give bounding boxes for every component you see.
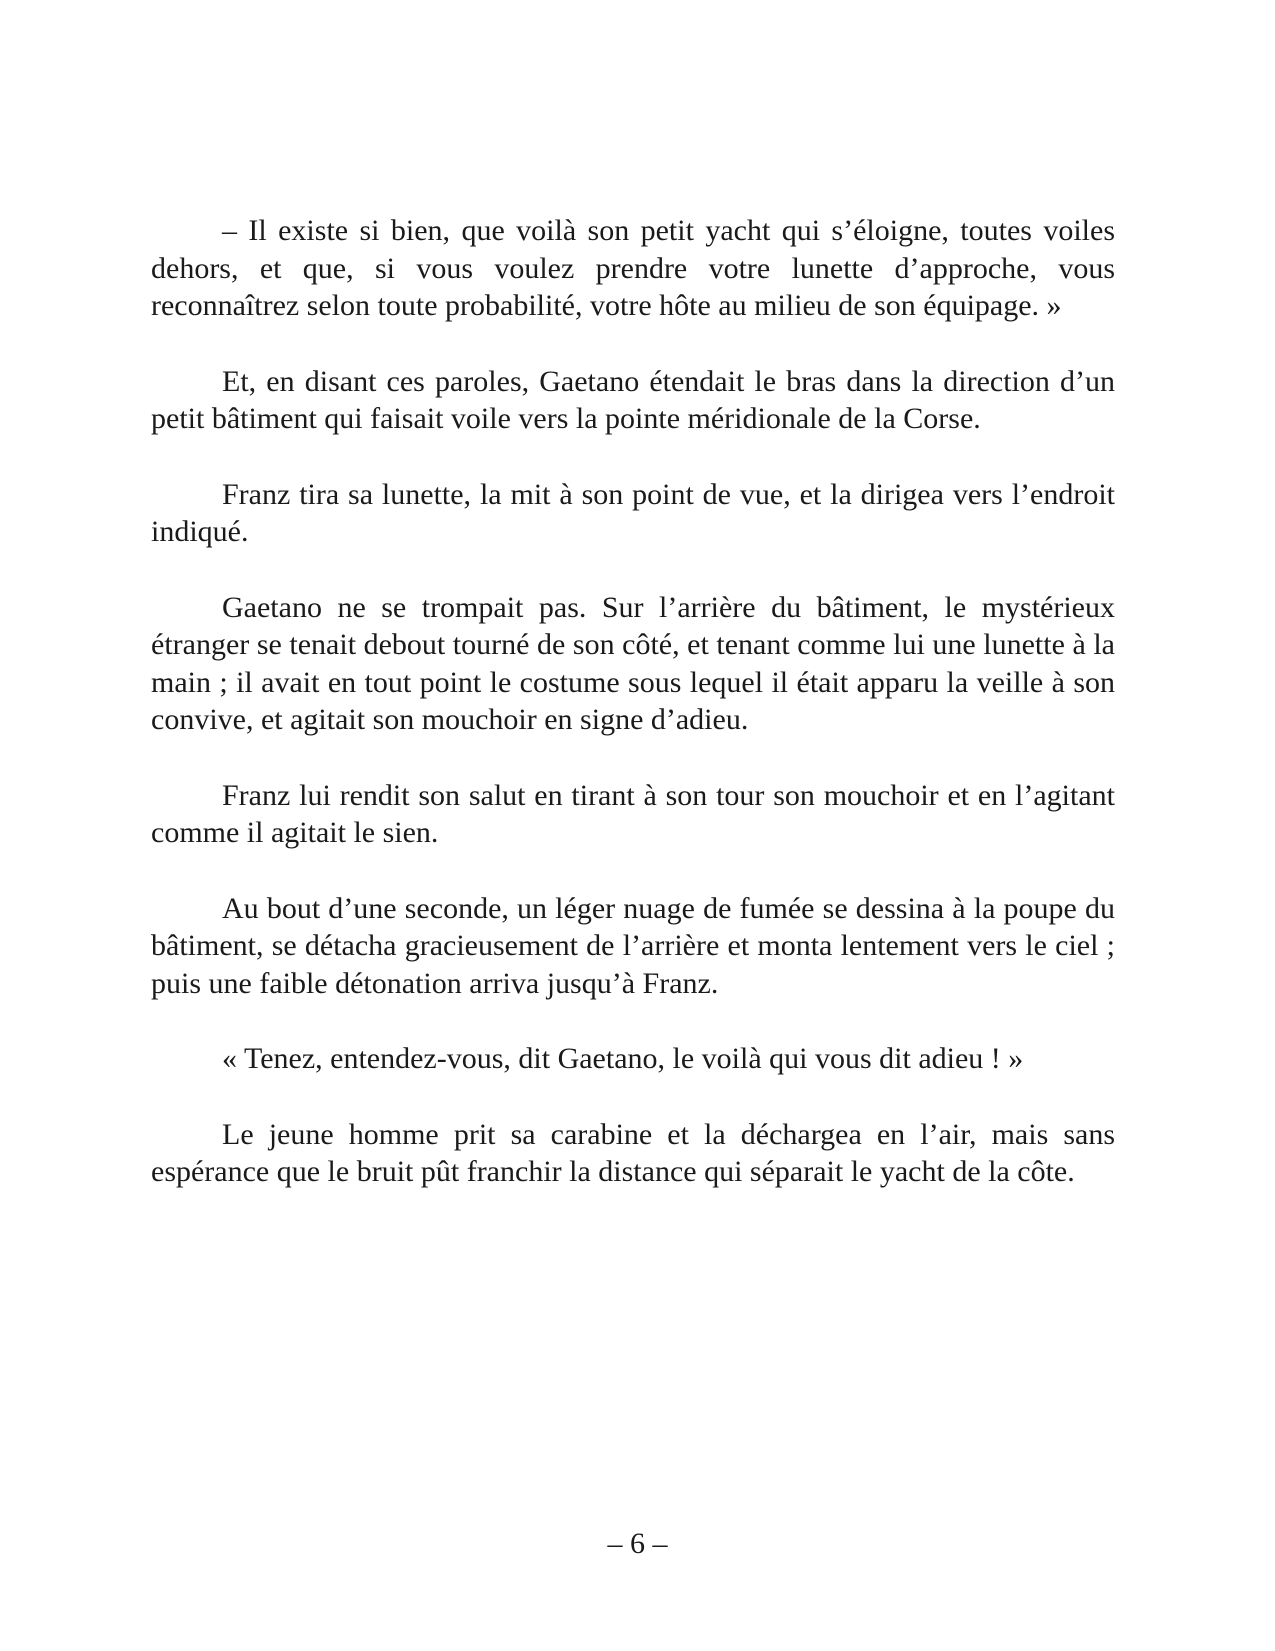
paragraph: Et, en disant ces paroles, Gaetano étendait le bras dans la direction d’un petit bâtiment qui faisait voile vers la pointe méridionale de la Corse. [151, 364, 1115, 435]
paragraph: Au bout d’une seconde, un léger nuage de fumée se dessina à la poupe du bâtiment, se détacha gracieusement de l’arrière et monta lentement vers le ciel ; puis une faible détonation arriva jusqu’à Franz. [151, 891, 1115, 1000]
paragraph: « Tenez, entendez-vous, dit Gaetano, le voilà qui vous dit adieu ! » [222, 1042, 1024, 1075]
paragraph: Le jeune homme prit sa carabine et la déchargea en l’air, mais sans espérance que le bruit pût franchir la distance qui séparait le yacht de la côte. [151, 1117, 1115, 1188]
paragraph: – Il existe si bien, que voilà son petit yacht qui s’éloigne, toutes voiles dehors, et que, si vous voulez prendre votre lunette d’approche, vous reconnaîtrez selon toute probabilité, votre hôte au milieu de son équipage. » [151, 214, 1115, 322]
page-number: – 6 – [607, 1527, 668, 1560]
paragraph: Franz tira sa lunette, la mit à son point de vue, et la dirigea vers l’endroit indiqué. [151, 477, 1115, 548]
paragraph: Franz lui rendit son salut en tirant à son tour son mouchoir et en l’agitant comme il agitait le sien. [151, 778, 1115, 849]
page-body [151, 212, 1115, 1229]
paragraph: Gaetano ne se trompait pas. Sur l’arrière du bâtiment, le mystérieux étranger se tenait debout tourné de son côté, et tenant comme lui une lunette à la main ; il avait en tout point le costume sous lequel il était apparu la veille à son convive, et agitait son mouchoir en signe d’adieu. [151, 590, 1115, 736]
